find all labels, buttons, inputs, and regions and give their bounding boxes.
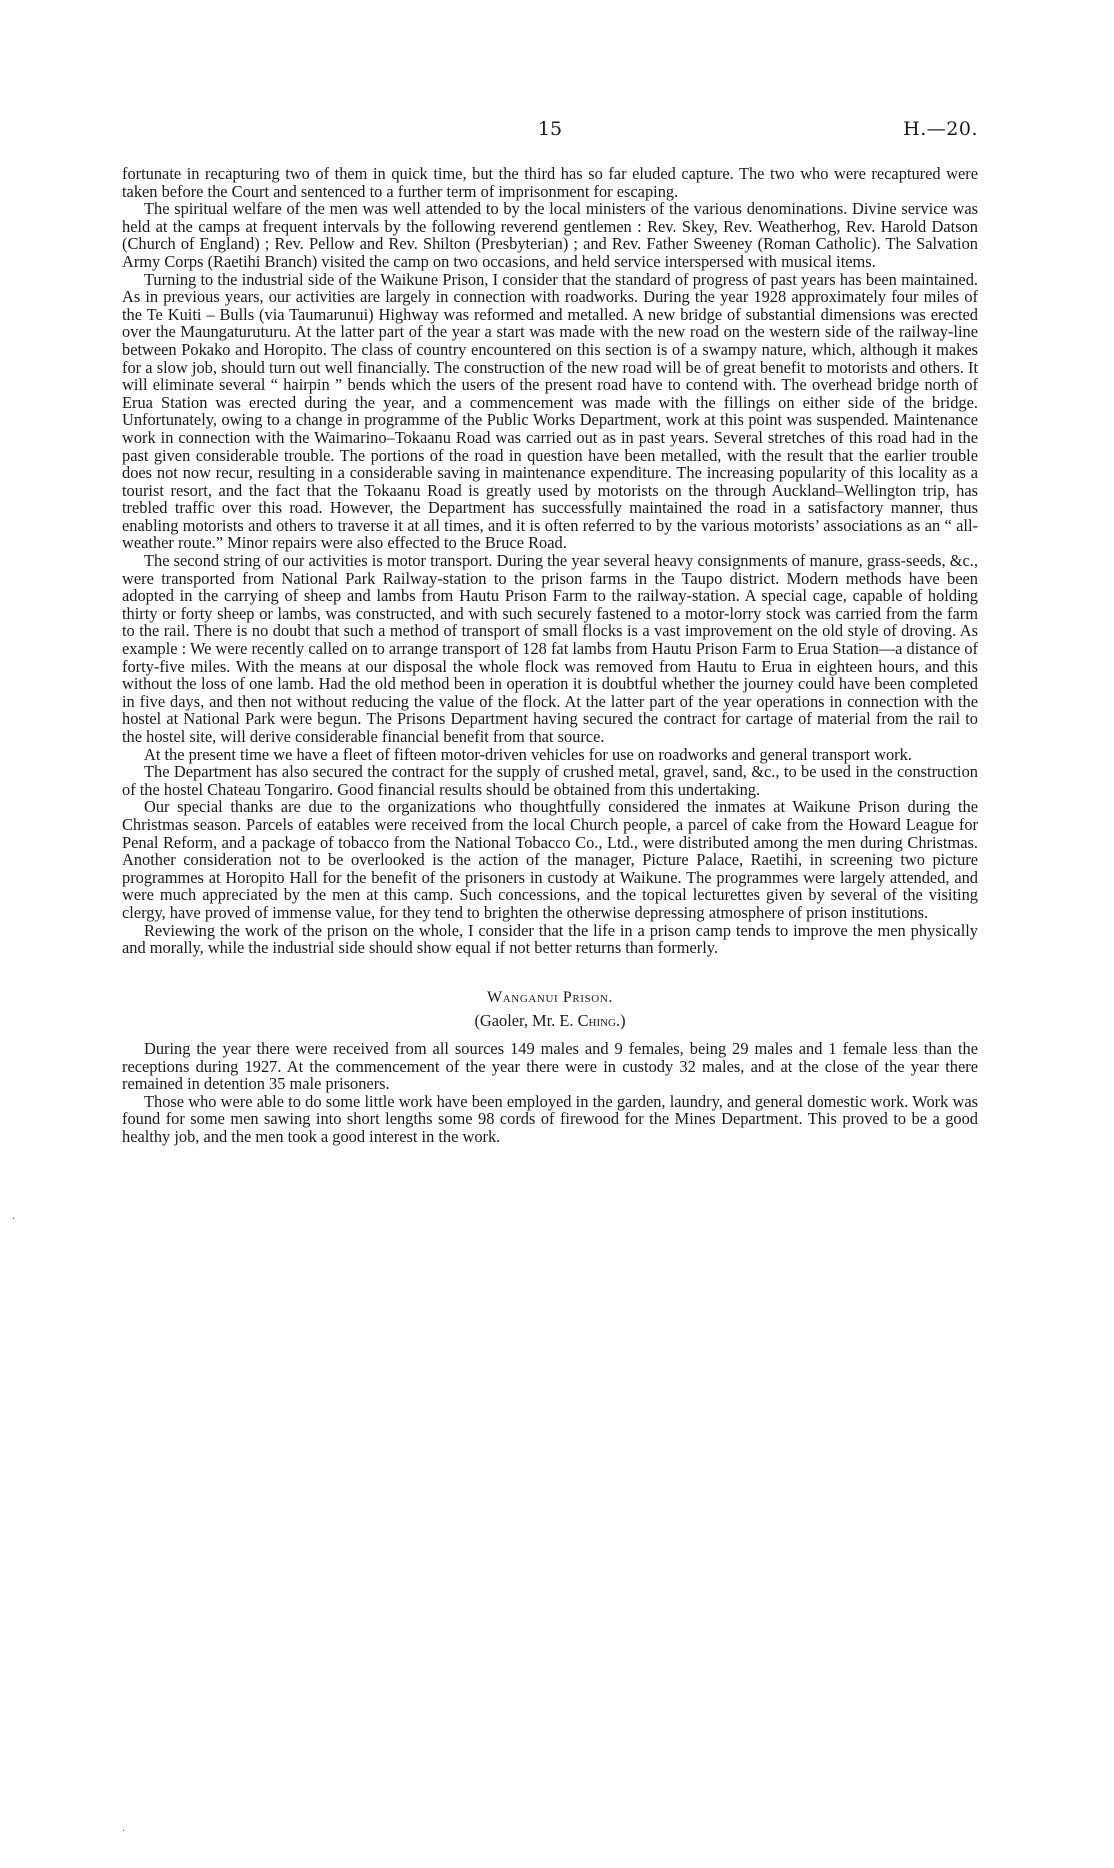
gaoler-prefix: (Gaoler, Mr. E. <box>474 1011 578 1031</box>
gaoler-suffix: .) <box>616 1011 626 1031</box>
paragraph: Our special thanks are due to the organizations who thoughtfully considered the inmates at Waikune Prison during the Christmas season. Parcels of eatables were received from the local Church people, a parcel of cake from the Howard League for Penal Reform, and a package of tobacco from the National Tobacco Co., Ltd., were distributed among the men during Christmas. Another consideration not to be overlooked is the action of the manager, Picture Palace, Raetihi, in screening two picture programmes at Horopito Hall for the benefit of the prisoners in custody at Waikune. The programmes were largely attended, and were much appreciated by the men at this camp. Such concessions, and the topical lecturettes given by several of the visiting clergy, have proved of immense value, for they tend to brighten the otherwise depressing atmosphere of prison institutions. <box>122 797 978 922</box>
paragraph: fortunate in recapturing two of them in quick time, but the third has so far eluded capture. The two who were recaptured were taken before the Court and sentenced to a further term of imprisonment for escaping. <box>122 164 978 201</box>
paragraph: The second string of our activities is motor transport. During the year several heavy consignments of manure, grass-seeds, &c., were transported from National Park Railway-station to the prison farms in the Taupo district. Modern methods have been adopted in the carrying of sheep and lambs from Hautu Prison Farm to the railway-station. A special cage, capable of holding thirty or forty sheep or lambs, was constructed, and with such securely fastened to a motor-lorry stock was carried from the farm to the rail. There is no doubt that such a method of transport of small flocks is a vast improvement on the old style of droving. As example : We were recently called on to arrange transport of 128 fat lambs from Hautu Prison Farm to Erua Station—a distance of forty-five miles. With the means at our disposal the whole flock was removed from Hautu to Erua in eighteen hours, and this without the loss of one lamb. Had the old method been in operation it is doubtful whether the journey could have been completed in five days, and then not without reducing the value of the flock. At the latter part of the year operations in connection with the hostel at National Park were begun. The Prisons Department having secured the contract for cartage of material from the rail to the hostel site, will derive considerable financial benefit from that source. <box>122 551 978 746</box>
paragraph: Turning to the industrial side of the Waikune Prison, I consider that the standard of progress of past years has been maintained. As in previous years, our activities are largely in connection with roadworks. During the year 1928 approximately four miles of the Te Kuiti – Bulls (via Taumarunui) Highway was reformed and metalled. A new bridge of substantial dimensions was erected over the Maungaturuturu. At the latter part of the year a start was made with the new road on the western side of the railway-line between Pokako and Horopito. The class of country encountered on this section is of a swampy nature, which, although it makes for a slow job, should turn out well financially. The construction of the new road will be of great benefit to motorists and others. It will eliminate several “ hairpin ” bends which the users of the present road have to contend with. The overhead bridge north of Erua Station was erected during the year, and a commencement was made with the fillings on either side of the bridge. Unfortunately, owing to a change in programme of the Public Works Department, work at this point was suspended. Maintenance work in connection with the Waimarino–Tokaanu Road was carried out as in past years. Several stretches of this road had in the past given considerable trouble. The portions of the road in question have been metalled, with the result that the earlier trouble does not now recur, resulting in a considerable saving in maintenance expenditure. The increasing popularity of this locality as a tourist resort, and the fact that the Tokaanu Road is greatly used by motorists on the through Auckland–Wellington trip, has trebled traffic over this road. However, the Department has successfully maintained the road in a satisfactory manner, thus enabling motorists and others to traverse it at all times, and it is often referred to by the various motorists’ associations as an “ all-weather route.” Minor repairs were also effected to the Bruce Road. <box>122 269 978 553</box>
section-title: Wanganui Prison. <box>487 988 613 1006</box>
gaoler-name: Ching <box>577 1011 616 1031</box>
paragraph: Those who were able to do some little work have been employed in the garden, laundry, and general domestic work. Work was found for some men sawing into short lengths some 98 cords of firewood for the Mines Department. This proved to be a good healthy job, and the men took a good interest in the work. <box>122 1091 978 1146</box>
scan-speck: · <box>122 1826 126 1837</box>
section-subtitle <box>122 1012 978 1030</box>
paragraph: Reviewing the work of the prison on the whole, I consider that the life in a prison camp tends to improve the men physically and morally, while the industrial side should show equal if not better returns than formerly. <box>122 920 978 958</box>
body-text <box>122 165 978 1145</box>
report-code: H.—20. <box>903 118 978 140</box>
paragraph: The Department has also secured the contract for the supply of crushed metal, gravel, sand, &c., to be used in the construction of the hostel Chateau Tongariro. Good financial results should be obtained from this undertaking. <box>122 762 978 799</box>
page-header <box>122 118 978 148</box>
paragraph: The spiritual welfare of the men was well attended to by the local ministers of the various denominations. Divine service was held at the camps at frequent intervals by the following reverend gentlemen : Rev. Skey, Rev. Weatherhog, Rev. Harold Datson (Church of England) ; Rev. Pellow and Rev. Shilton (Presbyterian) ; and Rev. Father Sweeney (Roman Catholic). The Salvation Army Corps (Raetihi Branch) visited the camp on two occasions, and held service interspersed with musical items. <box>122 199 978 271</box>
paragraph: During the year there were received from all sources 149 males and 9 females, being 29 males and 1 female less than the receptions during 1927. At the commencement of the year there were in custody 32 males, and at the close of the year there remained in detention 35 male prisoners. <box>122 1038 978 1094</box>
scan-speck: · <box>12 1214 16 1225</box>
paragraph: At the present time we have a fleet of fifteen motor-driven vehicles for use on roadworks and general transport work. <box>144 744 912 764</box>
page-number: 15 <box>537 118 563 140</box>
